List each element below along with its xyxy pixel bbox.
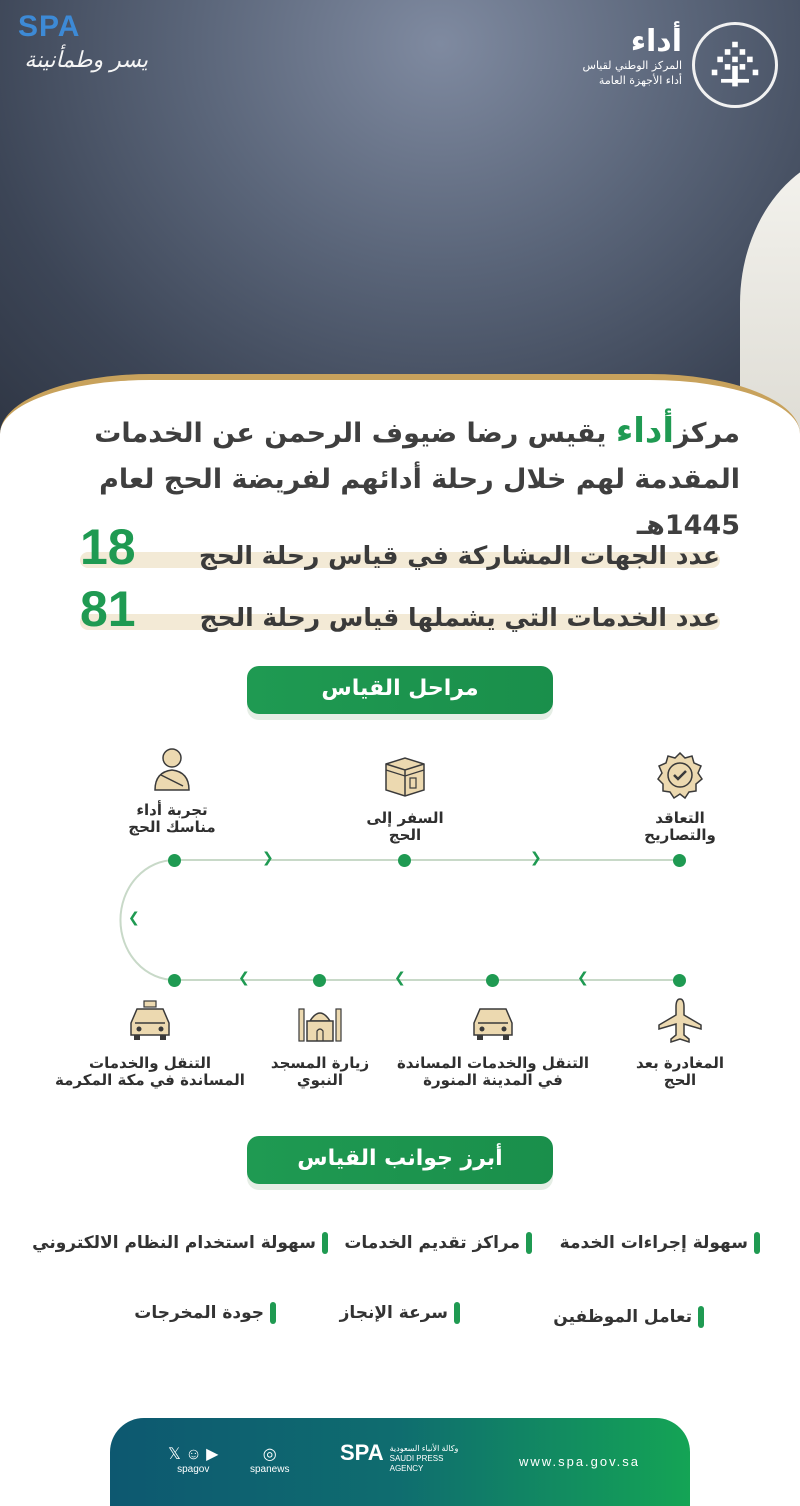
aspect-marker <box>698 1306 704 1328</box>
stage-rituals <box>72 742 272 836</box>
stage-departure <box>580 995 780 1089</box>
adaa-name: أداء <box>630 24 682 59</box>
airplane-icon <box>655 995 705 1045</box>
footer-bar <box>110 1418 690 1506</box>
adaa-subtitle-2: أداء الأجهزة العامة <box>598 74 682 87</box>
chevron-right-icon: ❯ <box>238 970 250 986</box>
aspect-marker <box>322 1232 328 1254</box>
stage-dot <box>673 974 686 987</box>
campaign-slogan: يسر وطمأنينة <box>24 48 148 73</box>
stage-label: زيارة المسجد النبوي <box>270 1054 370 1089</box>
headline-prefix: مركز <box>673 418 740 449</box>
aspect-item <box>553 1306 704 1336</box>
chevron-down-icon: ❯ <box>128 910 140 926</box>
social-spanews[interactable] <box>250 1446 289 1475</box>
stage-label: التنقل والخدمات المساندة في المدينة المنورة <box>396 1054 590 1089</box>
stat-label: عدد الجهات المشاركة في قياس رحلة الحج <box>198 541 720 570</box>
youtube-icon: ▶ <box>206 1446 219 1463</box>
adaa-emblem-icon <box>692 22 778 108</box>
chevron-left-icon: ❮ <box>262 850 274 866</box>
headline-line1-rest: يقيس رضا ضيوف الرحمن عن الخدمات <box>94 418 616 449</box>
stage-dot <box>168 974 181 987</box>
aspect-label: جودة المخرجات <box>134 1303 264 1323</box>
snapchat-icon: ☺ <box>185 1446 202 1463</box>
stage-dot <box>486 974 499 987</box>
aspect-item <box>32 1232 328 1262</box>
aspect-label: مراكز تقديم الخدمات <box>344 1233 520 1253</box>
spa-campaign-logo <box>18 10 148 104</box>
chevron-right-icon: ❯ <box>577 970 589 986</box>
spa-agency-logo <box>340 1440 490 1484</box>
aspect-marker <box>454 1302 460 1324</box>
social-spagov[interactable] <box>168 1446 218 1475</box>
chevron-right-icon: ❯ <box>394 970 406 986</box>
pilgrim-icon <box>147 742 197 792</box>
stage-prophets-mosque <box>220 995 420 1089</box>
agency-name-en-1: SAUDI PRESS <box>389 1454 444 1463</box>
adaa-brand-text <box>583 26 682 88</box>
car-icon <box>468 995 518 1045</box>
stages-diagram <box>0 730 800 1110</box>
aspect-item <box>344 1232 532 1262</box>
kaaba-icon <box>380 750 430 800</box>
stage-label: التنقل والخدمات المساندة في مكة المكرمة <box>55 1054 245 1089</box>
stage-dot <box>313 974 326 987</box>
stat-participating-entities <box>80 519 720 575</box>
stage-label: السفر إلى الحج <box>366 809 444 844</box>
agency-name-ar: وكالة الأنباء السعودية <box>389 1444 459 1453</box>
stage-dot <box>673 854 686 867</box>
stage-madinah-transport <box>393 995 593 1089</box>
x-icon: 𝕏 <box>168 1446 181 1463</box>
spa-logo-mark: SPA <box>18 10 81 43</box>
aspect-item <box>134 1302 276 1332</box>
headline-line-1 <box>40 408 740 457</box>
stage-label: تجربة أداء مناسك الحج <box>128 801 216 836</box>
aspect-item <box>340 1302 460 1332</box>
agency-name-en-2: AGENCY <box>389 1464 424 1473</box>
social-handle: spanews <box>250 1464 290 1475</box>
website-link[interactable]: www.spa.gov.sa <box>519 1454 640 1469</box>
instagram-icon: ◎ <box>262 1446 277 1463</box>
social-handle: spagov <box>177 1464 210 1475</box>
aspect-label: سهولة استخدام النظام الالكتروني <box>32 1233 316 1253</box>
stage-contracting <box>580 750 780 844</box>
stage-travel <box>305 750 505 844</box>
headline-line-2: المقدمة لهم خلال رحلة أدائهم لفريضة الحج لعام 1445هـ <box>99 464 740 541</box>
aspect-item <box>560 1232 760 1262</box>
aspects-title: أبرز جوانب القياس <box>247 1136 553 1184</box>
verified-badge-icon <box>655 750 705 800</box>
stage-dot <box>398 854 411 867</box>
stage-label: التعاقد والتصاريح <box>644 809 716 844</box>
adaa-subtitle-1: المركز الوطني لقياس <box>582 59 682 72</box>
chevron-left-icon: ❮ <box>530 850 542 866</box>
stages-title: مراحل القياس <box>247 666 553 714</box>
aspect-marker <box>270 1302 276 1324</box>
stat-services-count <box>80 581 720 637</box>
taxi-icon <box>125 995 175 1045</box>
mosque-icon <box>295 995 345 1045</box>
aspect-label: تعامل الموظفين <box>553 1307 692 1327</box>
stage-dot <box>168 854 181 867</box>
stage-makkah-transport <box>50 995 250 1089</box>
stage-label: المغادرة بعد الحج <box>635 1054 725 1089</box>
aspect-label: سرعة الإنجاز <box>339 1303 448 1323</box>
aspect-marker <box>754 1232 760 1254</box>
stat-value: 81 <box>80 581 136 637</box>
headline-brand: أداء <box>615 411 674 451</box>
stat-value: 18 <box>80 519 136 575</box>
stat-label: عدد الخدمات التي يشملها قياس رحلة الحج <box>199 603 720 632</box>
aspect-marker <box>526 1232 532 1254</box>
spa-agency-mark: SPA <box>340 1440 384 1465</box>
aspect-label: سهولة إجراءات الخدمة <box>559 1233 748 1253</box>
